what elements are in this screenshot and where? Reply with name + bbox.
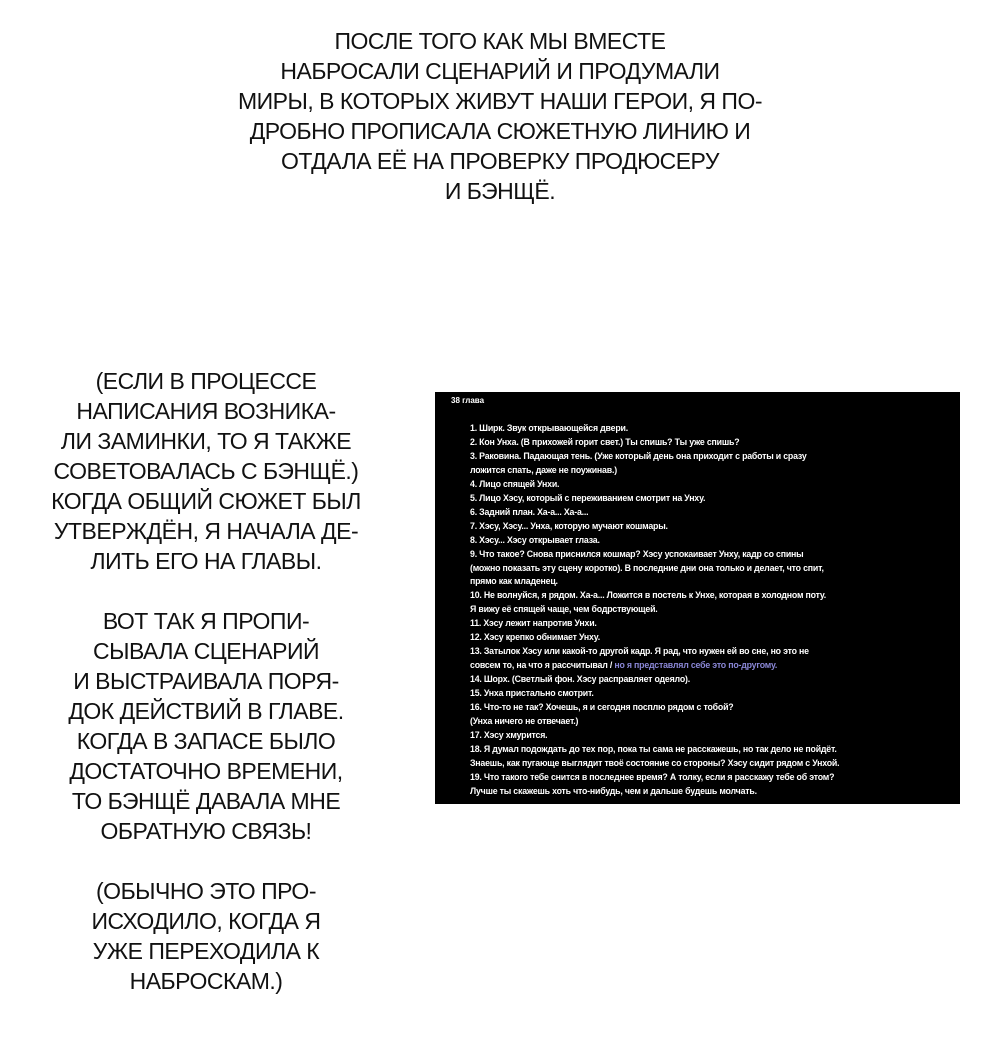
- script-line: 5. Лицо Хэсу, который с переживанием смотрит на Унху.: [470, 492, 706, 503]
- caption-line: СЫВАЛА СЦЕНАРИЙ: [92, 638, 320, 664]
- script-line: 17. Хэсу хмурится.: [470, 729, 548, 740]
- caption-line: ПОСЛЕ ТОГО КАК МЫ ВМЕСТЕ: [334, 28, 666, 54]
- caption-line: КОГДА В ЗАПАСЕ БЫЛО: [76, 728, 336, 754]
- left-caption-second: [20, 606, 392, 846]
- script-line: 8. Хэсу... Хэсу открывает глаза.: [470, 534, 600, 545]
- caption-line: ВОТ ТАК Я ПРОПИ-: [102, 608, 310, 634]
- caption-line: НАБРОСАЛИ СЦЕНАРИЙ И ПРОДУМАЛИ: [280, 58, 720, 84]
- caption-line: СОВЕТОВАЛАСЬ С БЭНЩЁ.): [53, 458, 359, 484]
- caption-line: УТВЕРЖДЁН, Я НАЧАЛА ДЕ-: [53, 518, 359, 544]
- caption-line: КОГДА ОБЩИЙ СЮЖЕТ БЫЛ: [51, 488, 361, 514]
- caption-line: ДРОБНО ПРОПИСАЛА СЮЖЕТНУЮ ЛИНИЮ И: [249, 118, 751, 144]
- script-line: 16. Что-то не так? Хочешь, я и сегодня посплю рядом с тобой?: [470, 702, 734, 713]
- caption-line: ЛИТЬ ЕГО НА ГЛАВЫ.: [90, 548, 322, 574]
- caption-line: МИРЫ, В КОТОРЫХ ЖИВУТ НАШИ ГЕРОИ, Я ПО-: [237, 88, 763, 114]
- script-line: 7. Хэсу, Хэсу... Унха, которую мучают кошмары.: [470, 520, 668, 531]
- caption-line: И БЭНЩЁ.: [444, 178, 556, 204]
- script-line: 2. Кон Унха. (В прихожей горит свет.) Ты спишь? Ты уже спишь?: [470, 436, 740, 447]
- caption-line: ОБРАТНУЮ СВЯЗЬ!: [100, 818, 312, 844]
- highlighted-correction: но я представлял себе это по-другому.: [614, 660, 778, 671]
- script-line: 19. Что такого тебе снится в последнее время? А толку, если я расскажу тебе об этом?: [470, 771, 835, 782]
- script-line: 9. Что такое? Снова приснился кошмар? Хэсу успокаивает Унху, кадр со спины: [470, 548, 804, 559]
- caption-line: НАПИСАНИЯ ВОЗНИКА-: [76, 398, 336, 424]
- script-line: 18. Я думал подождать до тех пор, пока ты сама не расскажешь, но так дело не пойдёт.: [470, 743, 837, 754]
- caption-line: И ВЫСТРАИВАЛА ПОРЯ-: [73, 668, 339, 694]
- script-line: 11. Хэсу лежит напротив Унхи.: [470, 618, 597, 629]
- script-line: 6. Задний план. Ха-а... Ха-а...: [470, 506, 589, 517]
- caption-line: ДОСТАТОЧНО ВРЕМЕНИ,: [69, 758, 343, 784]
- caption-line: ИСХОДИЛО, КОГДА Я: [91, 908, 321, 934]
- left-caption-first: [20, 366, 392, 576]
- caption-line: (ОБЫЧНО ЭТО ПРО-: [96, 878, 316, 904]
- caption-line: НАБРОСКАМ.): [129, 968, 283, 994]
- script-screenshot-panel: [435, 392, 960, 804]
- left-caption-third: [20, 876, 392, 996]
- script-line: 15. Унха пристально смотрит.: [470, 688, 594, 699]
- script-line-part: совсем то, на что я рассчитывал /: [470, 660, 615, 671]
- caption-line: УЖЕ ПЕРЕХОДИЛА К: [92, 938, 320, 964]
- script-line: ложится спать, даже не поужинав.): [470, 464, 617, 475]
- script-line: 14. Шорх. (Светлый фон. Хэсу расправляет одеяло).: [470, 674, 690, 685]
- caption-line: ДОК ДЕЙСТВИЙ В ГЛАВЕ.: [68, 698, 344, 724]
- top-caption: [200, 26, 800, 206]
- script-lines: [470, 422, 950, 799]
- script-line: Лучше ты скажешь хоть что-нибудь, чем и дальше будешь молчать.: [470, 785, 757, 796]
- script-line: прямо как младенец.: [470, 576, 558, 587]
- script-line: (Унха ничего не отвечает.): [470, 716, 579, 727]
- caption-line: (ЕСЛИ В ПРОЦЕССЕ: [95, 368, 317, 394]
- script-line: 12. Хэсу крепко обнимает Унху.: [470, 632, 600, 643]
- caption-line: ТО БЭНЩЁ ДАВАЛА МНЕ: [71, 788, 341, 814]
- caption-line: ЛИ ЗАМИНКИ, ТО Я ТАКЖЕ: [60, 428, 352, 454]
- script-line: 1. Ширк. Звук открывающейся двери.: [470, 423, 628, 433]
- script-line: 10. Не волнуйся, я рядом. Ха-а... Ложится в постель к Унхе, которая в холодном поту.: [470, 590, 827, 601]
- script-line: (можно показать эту сцену коротко). В последние дни она только и делает, что спит,: [470, 562, 824, 573]
- script-line: 13. Затылок Хэсу или какой-то другой кадр. Я рад, что нужен ей во сне, но это не: [470, 646, 809, 657]
- script-line: Знаешь, как пугающе выглядит твоё состояние со стороны? Хэсу сидит рядом с Унхой.: [470, 757, 840, 768]
- script-line: Я вижу её спящей чаще, чем бодрствующей.: [470, 604, 658, 615]
- caption-line: ОТДАЛА ЕЁ НА ПРОВЕРКУ ПРОДЮСЕРУ: [281, 148, 719, 174]
- script-line: [470, 659, 950, 673]
- chapter-title: 38 глава: [451, 396, 485, 405]
- script-line: 3. Раковина. Падающая тень. (Уже который день она приходит с работы и сразу: [470, 450, 807, 461]
- script-line: 4. Лицо спящей Унхи.: [470, 478, 560, 489]
